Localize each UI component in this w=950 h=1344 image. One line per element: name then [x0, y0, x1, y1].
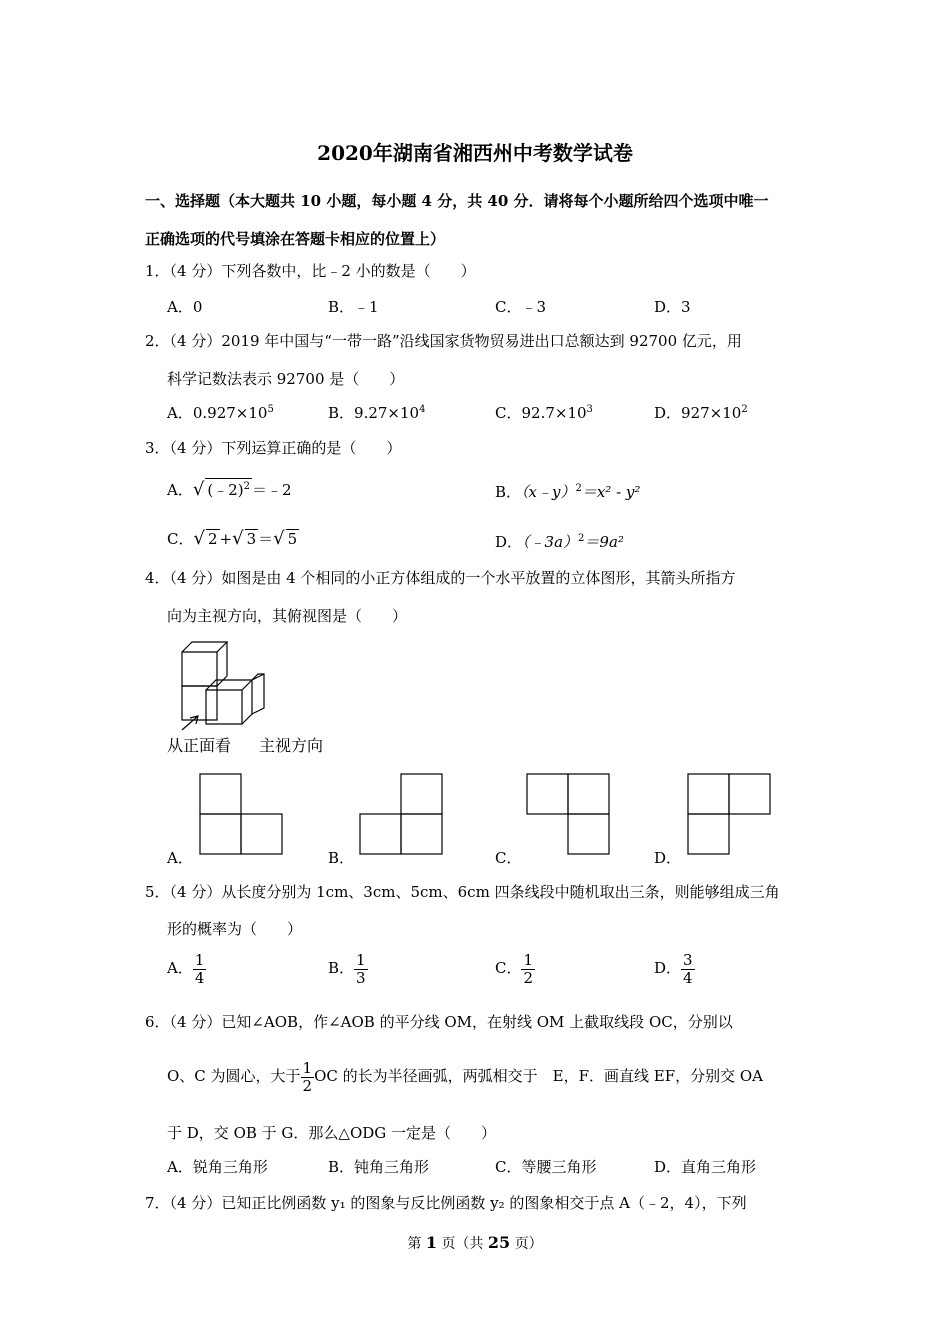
- cube-figure: [170, 638, 280, 733]
- q4-c-square-3: [568, 814, 609, 854]
- q6-stem-line2: O、C 为圆心，大于 $\frac{1}{2}$ OC 的长为半径画弧，两弧相交于 E，F．画直线 EF，分别交 OA: [167, 1059, 764, 1095]
- q6-option-d: D．直角三角形: [654, 1158, 757, 1176]
- q5-option-b: B． $\frac{1}{3}$: [328, 951, 366, 987]
- cube-bottom-left-face: [182, 686, 217, 720]
- cube-front-face: [206, 690, 242, 724]
- q4-c-square-1: [527, 774, 568, 814]
- q4-b-square-1: [401, 774, 442, 814]
- q3-stem: 3．（4 分）下列运算正确的是（ ）: [145, 439, 402, 457]
- q3-option-b: B．（x﹣y）$^2$＝x² - y²: [495, 483, 641, 501]
- q4-option-d: D．: [654, 849, 682, 867]
- arrow-shaft: [182, 716, 198, 730]
- q2-stem-line1: 2．（4 分）2019 年中国与“一带一路”沿线国家货物贸易进出口总额达到 92700 亿元，用: [145, 332, 742, 350]
- q4-a-square-2: [200, 814, 241, 854]
- cube-front-top-face: [206, 680, 252, 690]
- q1-option-c: C．﹣3: [495, 298, 547, 316]
- q4-d-square-3: [688, 814, 729, 854]
- q6-option-a: A．锐角三角形: [167, 1158, 268, 1176]
- q4-stem-line2: 向为主视方向，其俯视图是（ ）: [167, 607, 408, 625]
- q2-option-b: B．$9.27\times 10^4$: [328, 404, 426, 422]
- q4-figure-a: [199, 773, 285, 857]
- q4-a-square-3: [241, 814, 282, 854]
- q6-option-b: B．钝角三角形: [328, 1158, 430, 1176]
- q5-option-a: A． $\frac{1}{4}$: [167, 951, 205, 987]
- q1-option-a: A．0: [167, 298, 203, 316]
- q4-b-square-2: [360, 814, 401, 854]
- q4-b-square-3: [401, 814, 442, 854]
- section-heading-line2: 正确选项的代号填涂在答题卡相应的位置上）: [145, 230, 446, 248]
- q6-option-c: C．等腰三角形: [495, 1158, 597, 1176]
- q4-d-square-2: [729, 774, 770, 814]
- figure-caption-front: 从正面看: [167, 736, 232, 755]
- q4-figure-d: [687, 773, 773, 857]
- page-number: 1: [425, 1233, 437, 1252]
- cube-top-front-face: [182, 652, 217, 686]
- q4-figure-b: [359, 773, 445, 857]
- q4-d-square-1: [688, 774, 729, 814]
- q4-option-b: B．: [328, 849, 355, 867]
- q3-option-d: D．（﹣3a）$^2$＝9a²: [495, 533, 624, 551]
- q6-stem-line3: 于 D，交 OB 于 G．那么△ODG 一定是（ ）: [167, 1124, 497, 1142]
- q4-a-square-1: [200, 774, 241, 814]
- q1-option-b: B．﹣1: [328, 298, 379, 316]
- q6-stem-line1: 6．（4 分）已知∠AOB，作∠AOB 的平分线 OM，在射线 OM 上截取线段 OC，分别以: [145, 1013, 733, 1031]
- q2-option-c: C．$92.7\times 10^3$: [495, 404, 593, 422]
- q4-c-square-2: [568, 774, 609, 814]
- q5-option-d: D． $\frac{3}{4}$: [654, 951, 693, 987]
- page-total: 25: [487, 1233, 511, 1252]
- figure-caption-main: 主视方向: [259, 736, 324, 755]
- section-heading-line1: 一、选择题（本大题共 10 小题，每小题 4 分，共 40 分．请将每个小题所给四个选项中唯一: [145, 192, 769, 210]
- cube-front-side-face: [242, 680, 252, 724]
- q5-stem-line1: 5．（4 分）从长度分别为 1cm、3cm、5cm、6cm 四条线段中随机取出三条，则能够组成三角: [145, 883, 780, 901]
- q5-stem-line2: 形的概率为（ ）: [167, 920, 303, 938]
- q1-option-d: D．3: [654, 298, 691, 316]
- q2-option-a: A．$0.927\times 10^5$: [167, 404, 274, 422]
- q4-stem-line1: 4．（4 分）如图是由 4 个相同的小正方体组成的一个水平放置的立体图形，其箭头所指方: [145, 569, 736, 587]
- cube-back-edge: [252, 674, 264, 680]
- page-footer: 第 1 页（共 25 页）: [407, 1233, 543, 1252]
- q3-option-c: C．√ 2 +√ 3 ＝√ 5: [167, 528, 298, 549]
- q4-option-a: A．: [167, 849, 193, 867]
- cube-back-right-face: [252, 674, 264, 714]
- cube-top-top-face: [182, 642, 227, 652]
- q4-figure-c: [526, 773, 612, 857]
- q5-option-c: C． $\frac{1}{2}$: [495, 951, 534, 987]
- page-title: 2020年湖南省湘西州中考数学试卷: [317, 141, 633, 165]
- q4-option-c: C．: [495, 849, 522, 867]
- q1-stem: 1．（4 分）下列各数中，比﹣2 小的数是（ ）: [145, 262, 476, 280]
- q7-stem-line1: 7．（4 分）已知正比例函数 y₁ 的图象与反比例函数 y₂ 的图象相交于点 A（﹣2，4），下列: [145, 1194, 747, 1212]
- q2-stem-line2: 科学记数法表示 92700 是（ ）: [167, 370, 405, 388]
- q2-option-d: D．$927\times 10^2$: [654, 404, 748, 422]
- q3-option-a: A．√ (﹣2)$^2$ ＝﹣2: [167, 479, 292, 500]
